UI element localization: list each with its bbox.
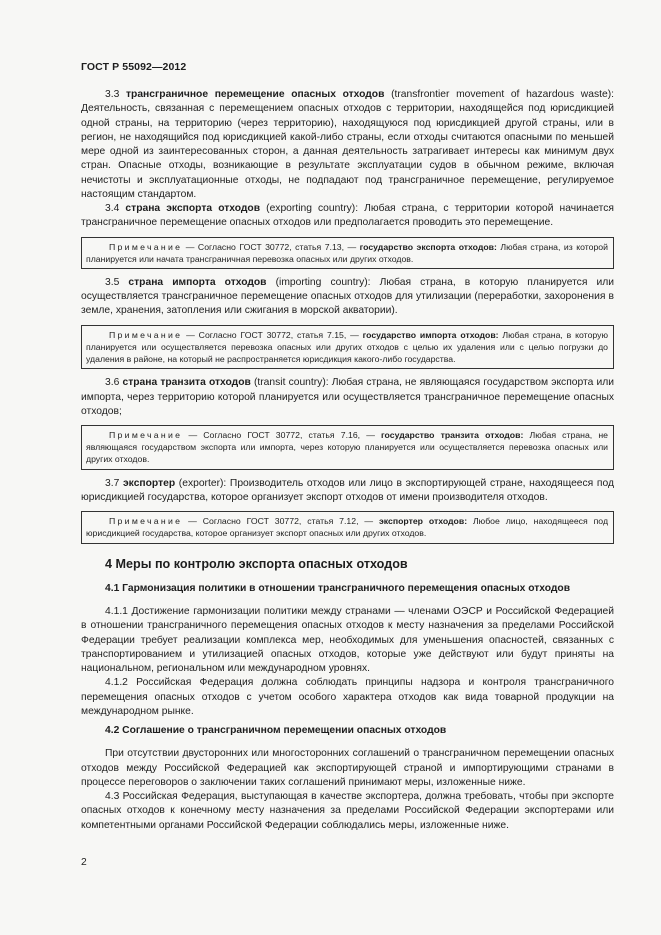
term: страна транзита отходов (122, 377, 251, 389)
definition-3-7: 3.7 экспортер (exporter): Производитель отходов или лицо в экспортирующей стране, находящееся под юрисдикцией государства, которое организует экспорт отходов от имени производителя отходов. (81, 477, 614, 503)
paragraph-4-1-2: 4.1.2 Российская Федерация должна соблюдать принципы надзора и контроля трансграничного перемещения опасных отходов с учетом особого характера отходов как вида товарной продукции на международном рынке. (81, 677, 614, 717)
subsection-heading: 4.1 Гармонизация политики в отношении трансграничного перемещения опасных отходов (105, 582, 571, 594)
page-number: 2 (81, 857, 87, 868)
note-box: Примечание — Согласно ГОСТ 30772, статья 7.15, — государство импорта отходов: Любая страна, в которую планируется или осуществляется перевозка опасных или других отходов с целью их удаления или с целью погрузки до удаления в районе, на который не распространяется юрисдикция какого-либо государства. (81, 325, 614, 370)
paragraph-4-2: При отсутствии двусторонних или многосторонних соглашений о трансграничном перемещении опасных отходов между Российской Федерацией как экспортирующей страной и импортирующими странами в процессе переговоров о заключении таких соглашений принимают меры, изложенные ниже. (81, 748, 614, 788)
note-box: Примечание — Согласно ГОСТ 30772, статья 7.13, — государство экспорта отходов: Любая страна, из которой планируется или начата трансграничная перевозка опасных или других отходов. (81, 237, 614, 269)
term: страна импорта отходов (128, 276, 267, 288)
definition-3-6: 3.6 страна транзита отходов (transit country): Любая страна, не являющаяся государством экспорта или импорта, через территорию которой планируется или осуществляется трансграничное перемещение опасных отходов; (81, 377, 614, 417)
note-box: Примечание — Согласно ГОСТ 30772, статья 7.12, — экспортер отходов: Любое лицо, находящееся под юрисдикцией государства, которое организует экспорт опасных или других отходов. (81, 511, 614, 543)
definition-3-3: 3.3 трансграничное перемещение опасных отходов (transfrontier movement of hazardous waste): Деятельность, связанная с перемещением опасных отходов с территории, находящейся под юрисдикцией одной страны, на территорию (через территорию), находящуюся под юрисдикцией другой страны, или в регион, не находящийся под юрисдикцией какой-либо страны, если отходы считаются опасными по меньшей мере одной из заинтересованных сторон, а данная деятельность затрагивает интересы как минимум двух стран. Опасные отходы, возникающие в результате эксплуатации судов в обычном режиме, включая нечистоты и эксплуатационные отходы, не подпадают под трансграничное перемещение, регулируемое настоящим стандартом. (81, 89, 614, 200)
note-box: Примечание — Согласно ГОСТ 30772, статья 7.16, — государство транзита отходов: Любая страна, не являющаяся государством экспорта или импорта, через которую планируется или осуществляется перевозка опасных или других отходов. (81, 425, 614, 470)
term: экспортер (122, 477, 176, 489)
term: страна экспорта отходов (125, 203, 261, 214)
paragraph-4-3: 4.3 Российская Федерация, выступающая в качестве экспортера, должна требовать, чтобы при экспорте опасных отходов к конечному месту назначения за пределами Российской Федерации экспортерами или компетентными органами Российской Федерации соблюдались меры, изложенные ниже. (81, 791, 614, 831)
subsection-heading: 4.2 Соглашение о трансграничном перемещении опасных отходов (105, 725, 447, 737)
paragraph-4-1-1: 4.1.1 Достижение гармонизации политики между странами — членами ОЭСР и Российской Федерацией в отношении трансграничного перемещения опасных отходов к месту назначения за пределами Российской Федерации требует реализации комплекса мер, необходимых для уменьшения опасностей, связанных с транспортированием и утилизацией опасных отходов, которые уже действуют или будут приняты на национальном, региональном или международном уровнях. (81, 606, 614, 675)
document-body (81, 88, 614, 833)
definition-3-5: 3.5 страна импорта отходов (importing country): Любая страна, в которую планируется или осуществляется трансграничное перемещение опасных отходов для утилизации (переработки, захоронения в земле, хранения, затопления или сжигания в морской акватории). (81, 276, 614, 317)
section-heading: 4 Меры по контролю экспорта опасных отходов (105, 556, 408, 571)
page-header: ГОСТ Р 55092—2012 (81, 61, 187, 73)
term: трансграничное перемещение опасных отходов (125, 89, 385, 100)
definition-3-4: 3.4 страна экспорта отходов (exporting country): Любая страна, с территории которой начинается трансграничное перемещение опасных отходов или предполагается проводить это перемещение. (81, 203, 614, 229)
